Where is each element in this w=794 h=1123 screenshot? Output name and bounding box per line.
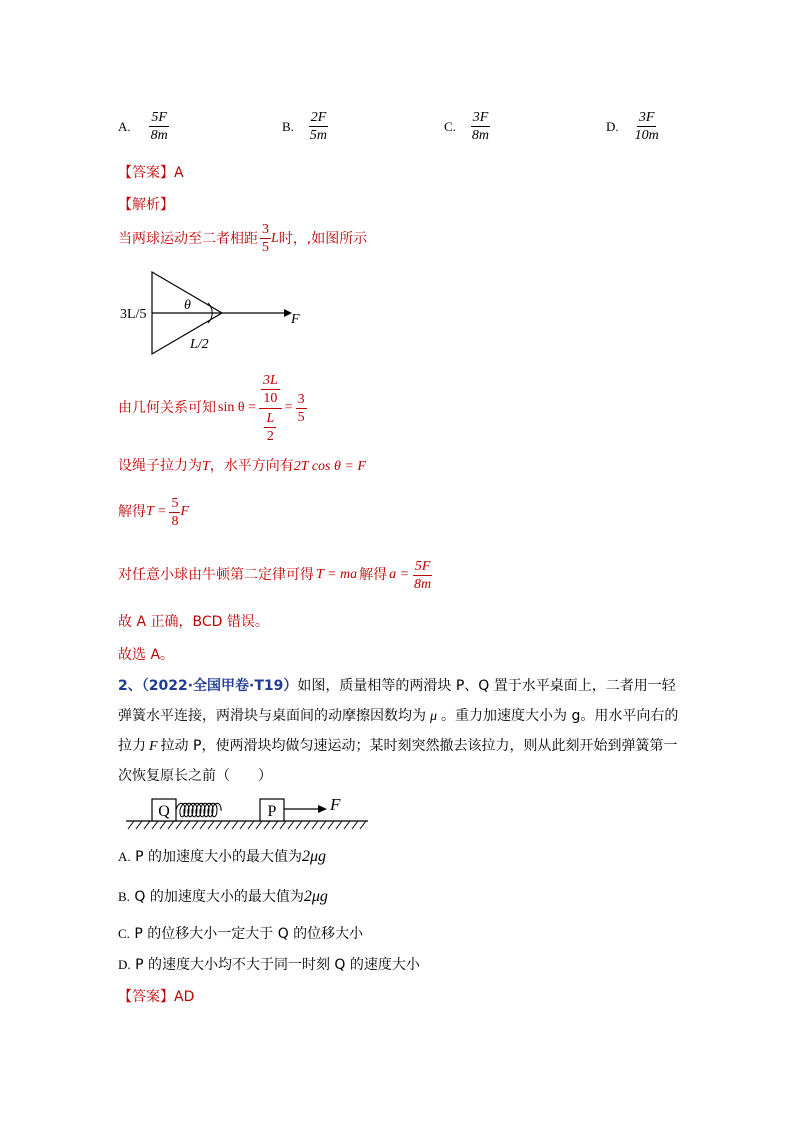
analysis-line-7: 故选 A。 [118, 647, 175, 663]
option-fraction: $\frac{3F}{10m}$ [634, 110, 659, 143]
answer-bracket: 【答案】 [118, 165, 174, 181]
fraction-3-5: $\frac{3}{5}$ [262, 222, 269, 255]
option-label: B. [282, 118, 294, 134]
option-fraction: $\frac{2F}{5m}$ [309, 110, 328, 143]
block-p-label: P [267, 803, 277, 820]
analysis-line-4: 解得 T = $\frac{5}{8}$ F [118, 495, 190, 529]
q1-option-a [118, 110, 170, 143]
question-2-line-3: 拉力 F 拉动 P，使两滑块均做匀速运动；某时刻突然撤去该拉力，则从此刻开始到弹簧第一 [118, 738, 678, 754]
q1-option-c [444, 110, 491, 143]
q2-option-c: C. P 的位移大小一定大于 Q 的位移大小 [118, 926, 364, 942]
question-number: 2、 [118, 678, 142, 694]
option-fraction: $\frac{5F}{8m}$ [150, 110, 168, 143]
q2-option-d: D. P 的速度大小均不大于同一时刻 Q 的速度大小 [118, 957, 420, 973]
q2-option-b: B. Q 的加速度大小的最大值为2μg [118, 888, 328, 905]
analysis-line-2: 由几何关系可知 sin θ = $\frac{\frac{3L}{10}}{\frac{L}{2}}$ = $\frac{3}{5}$ [118, 372, 305, 444]
answer-value: A [174, 165, 184, 181]
answer-value: AD [174, 989, 195, 1005]
option-fraction: $\frac{3F}{8m}$ [471, 110, 490, 143]
analysis-line-5: 对任意小球由牛顿第二定律可得 T = ma 解得 a = $\frac{5F}{8m}$ [118, 558, 432, 592]
analysis-line-1: 当两球运动至二者相距 $\frac{3}{5}$ L 时，,如图所示 [118, 222, 368, 255]
q1-option-b [282, 110, 329, 143]
angle-label: θ [184, 298, 191, 313]
option-label: D. [606, 118, 619, 134]
fraction-5-8: $\frac{5}{8}$ [171, 495, 179, 529]
question-2-line-4: 次恢复原长之前（ ） [118, 768, 272, 784]
arrow-head-icon [318, 805, 327, 813]
answer-1 [118, 163, 184, 183]
analysis-line-6: 故 A 正确，BCD 错误。 [118, 614, 269, 630]
answer-bracket: 【答案】 [118, 989, 174, 1005]
spring-blocks-diagram [122, 795, 372, 835]
fraction-3-5-result: $\frac{3}{5}$ [297, 391, 305, 425]
hatch-marks [128, 821, 366, 829]
question-2-line-2: 弹簧水平连接，两滑块与桌面间的动摩擦因数均为 μ 。重力加速度大小为 g。用水平向右的 [118, 708, 679, 724]
sin-theta: sin θ = [218, 400, 256, 415]
option-label: C. [444, 118, 456, 134]
left-label: 3L/5 [120, 307, 147, 322]
analysis-heading: 【解析】 [118, 197, 174, 213]
question-source: （2022·全国甲卷·T19） [141, 678, 298, 694]
block-q-label: Q [158, 803, 170, 820]
analysis-line-3: 设绳子拉力为T，水平方向有2T cos θ = F [118, 458, 366, 474]
q2-option-a: A. P 的加速度大小的最大值为2μg [118, 848, 327, 865]
fraction-5f-8m: $\frac{5F}{8m}$ [414, 558, 432, 592]
spring-icon [176, 803, 222, 817]
q1-option-d [606, 110, 661, 143]
option-label: A. [118, 118, 131, 134]
question-2-line-1: 2、（2022·全国甲卷·T19）如图，质量相等的两滑块 P、Q 置于水平桌面上，二者用一轻 [118, 678, 676, 694]
complex-fraction: $\frac{\frac{3L}{10}}{\frac{L}{2}}$ [259, 373, 282, 444]
answer-2 [118, 987, 194, 1007]
force-label: F [330, 795, 341, 814]
force-label: F [291, 312, 300, 327]
bottom-label: L/2 [190, 337, 209, 352]
triangle-force-diagram [112, 270, 312, 360]
